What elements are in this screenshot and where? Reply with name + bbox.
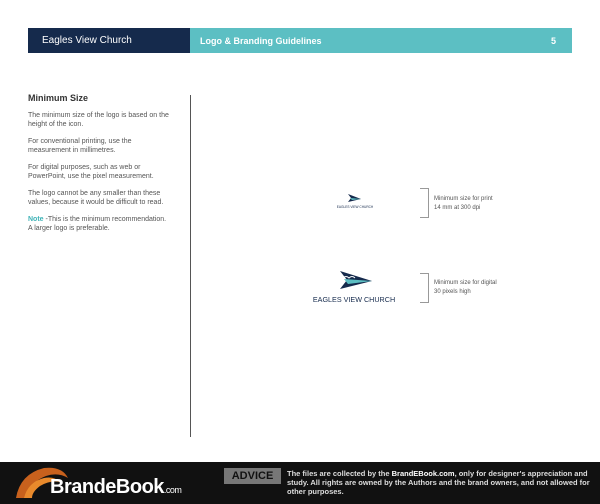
sidebar-paragraph: For digital purposes, such as web or PowerPoint, use the pixel measurement. xyxy=(28,164,154,180)
header-section-bar xyxy=(190,28,572,53)
advice-label: ADVICE xyxy=(224,468,281,484)
sidebar-note xyxy=(28,215,170,233)
logo-small xyxy=(334,193,376,211)
brandebook-suffix: .com xyxy=(163,485,182,495)
sidebar-paragraph: For conventional printing, use the measurement in millimetres. xyxy=(28,138,132,154)
digital-callout-line2: 30 pixels high xyxy=(434,289,471,295)
note-label: Note xyxy=(28,216,44,223)
page-number: 5 xyxy=(550,35,556,46)
footer-text-before: The files are collected by the xyxy=(287,469,392,478)
print-callout-line1: Minimum size for print xyxy=(434,196,493,202)
header-church-name-bar xyxy=(28,28,190,53)
digital-callout-line1: Minimum size for digital xyxy=(434,280,497,286)
print-callout xyxy=(434,195,493,213)
logo-large xyxy=(310,269,398,307)
sidebar-heading: Minimum Size xyxy=(28,93,89,103)
brandebook-wordmark xyxy=(50,476,181,499)
section-title: Logo & Branding Guidelines xyxy=(200,35,322,46)
print-bracket xyxy=(420,188,429,218)
brandebook-name: BrandeBook xyxy=(50,476,164,498)
print-callout-line2: 14 mm at 300 dpi xyxy=(434,205,481,211)
vertical-divider xyxy=(190,95,191,437)
logo-small-wordmark: EAGLES VIEW CHURCH xyxy=(336,205,374,209)
digital-bracket xyxy=(420,273,429,303)
footer-disclaimer xyxy=(287,469,592,496)
sidebar-text xyxy=(28,94,170,241)
logo-large-wordmark: EAGLES VIEW CHURCH xyxy=(312,295,396,304)
footer-text-after: , only for designer's appreciation and study. All rights are owned by the Authors and the brand owners, and not allowed for other purposes. xyxy=(287,469,590,496)
digital-callout xyxy=(434,279,497,297)
sidebar-paragraph: The logo cannot be any smaller than these values, because it would be difficult to read. xyxy=(28,190,164,206)
church-name: Eagles View Church xyxy=(42,35,132,46)
note-text: -This is the minimum recommendation. A larger logo is preferable. xyxy=(28,216,167,232)
sidebar-paragraph: The minimum size of the logo is based on the height of the icon. xyxy=(28,112,169,128)
footer-site-link[interactable]: BrandEBook.com xyxy=(391,469,455,478)
